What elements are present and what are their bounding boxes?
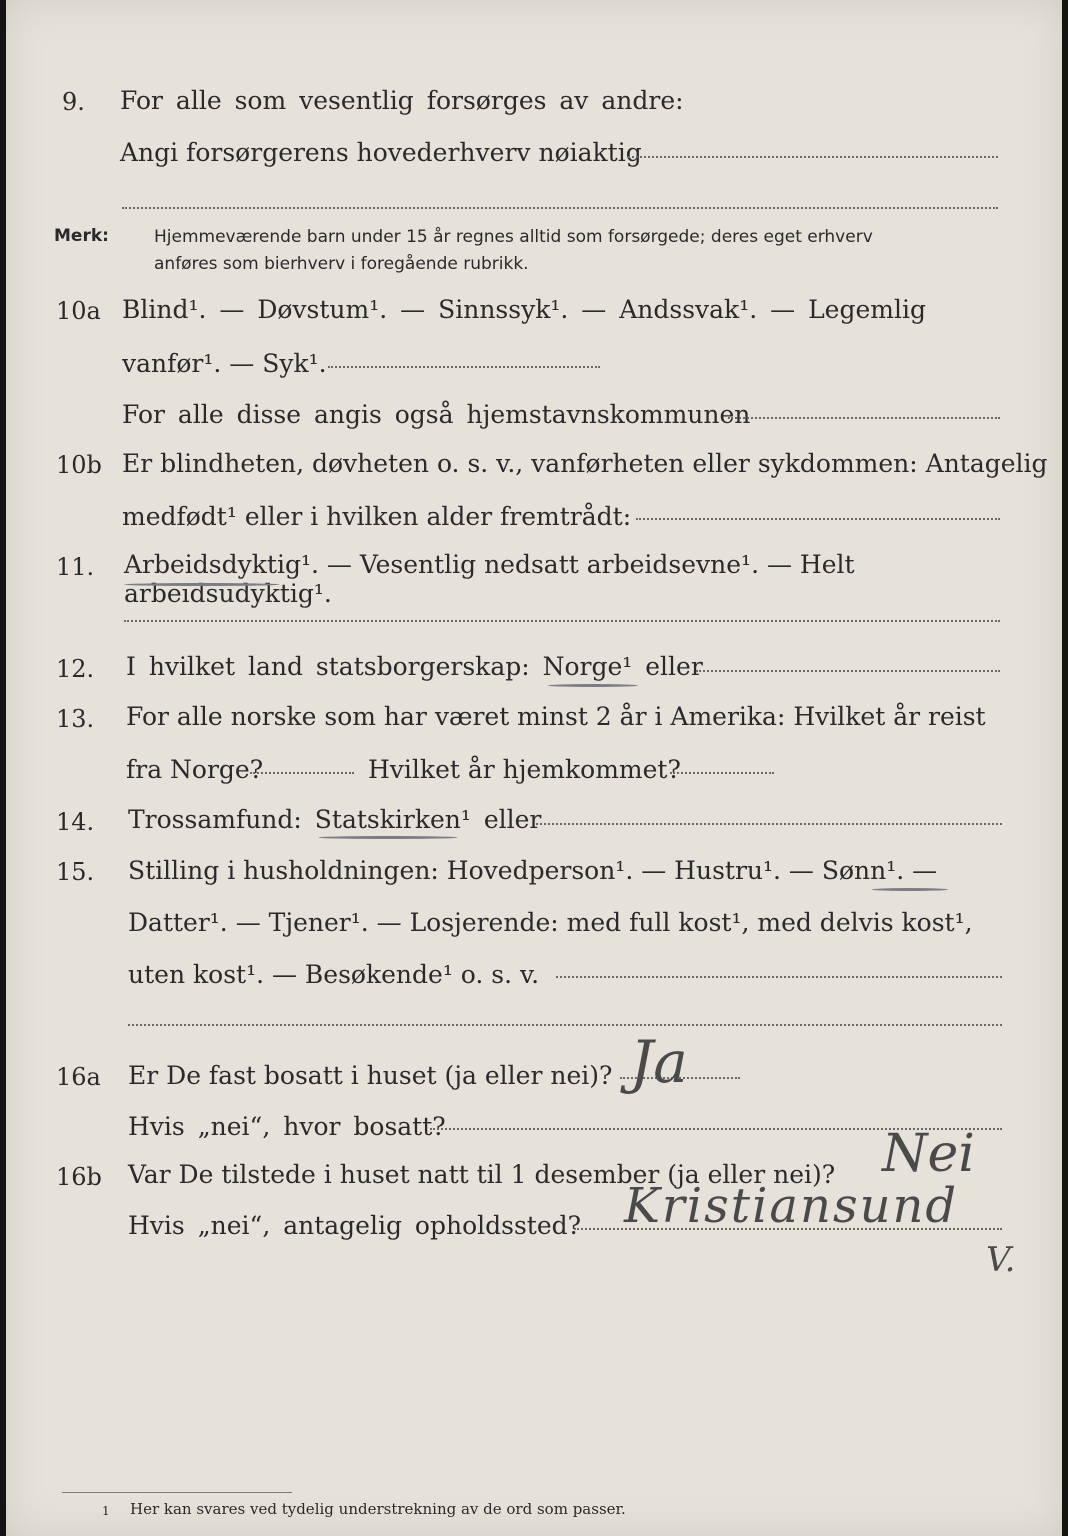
q13-question-line2a: fra Norge? <box>126 755 264 784</box>
q13-answer-left[interactable] <box>250 772 354 774</box>
q16b-handwritten-answer1: Nei <box>882 1124 975 1184</box>
q10b-answer-line[interactable] <box>636 518 1000 520</box>
q16a-number: 16a <box>56 1063 101 1091</box>
q11-number: 11. <box>56 553 95 581</box>
q14-number: 14. <box>56 808 95 836</box>
q10b-number: 10b <box>56 451 102 479</box>
merk-label: Merk: <box>54 226 109 246</box>
census-form-page <box>6 0 1062 1536</box>
merk-text-line2: anføres som bierhverv i foregående rubrikk. <box>154 254 529 274</box>
q12-handwritten-underline <box>548 684 638 687</box>
footnote-text: Her kan svares ved tydelig understrekning av de ord som passer. <box>130 1500 626 1518</box>
footnote-separator <box>62 1492 292 1493</box>
q10a-question-line2: vanfør¹. — Syk¹. <box>122 349 327 378</box>
q10a-question-line1: Blind¹. — Døvstum¹. — Sinnssyk¹. — Andssvak¹. — Legemlig <box>122 295 926 324</box>
q16a-question-line1: Er De fast bosatt i huset (ja eller nei)? <box>128 1061 613 1090</box>
q15-question-line3: uten kost¹. — Besøkende¹ o. s. v. <box>128 960 540 989</box>
q9-answer-line2[interactable] <box>122 207 998 209</box>
q15-answer-line2[interactable] <box>128 1024 1002 1026</box>
q9-question-line2: Angi forsørgerens hovederhverv nøiaktig <box>120 138 642 167</box>
q15-handwritten-underline <box>872 888 948 891</box>
q10b-question-line1: Er blindheten, døvheten o. s. v., vanførheten eller sykdommen: Antagelig <box>122 449 1048 478</box>
q13-answer-right[interactable] <box>670 772 774 774</box>
q13-number: 13. <box>56 705 95 733</box>
q9-number: 9. <box>62 88 85 116</box>
q11-handwritten-underline <box>124 583 280 586</box>
q13-question-line2b: Hvilket år hjemkommet? <box>368 755 681 784</box>
q10a-number: 10a <box>56 297 101 325</box>
q11-question-line1: Arbeidsdyktig¹. — Vesentlig nedsatt arbeidsevne¹. — Helt arbeidsudyktig¹. <box>124 550 855 608</box>
q15-number: 15. <box>56 858 95 886</box>
q16b-question-line2: Hvis „nei“, antagelig opholdssted? <box>128 1211 582 1240</box>
q16b-handwritten-mark: V. <box>986 1240 1016 1280</box>
q15-answer-line1[interactable] <box>556 976 1002 978</box>
q16b-handwritten-answer2: Kristiansund <box>624 1178 959 1234</box>
q14-handwritten-underline <box>318 836 458 839</box>
q12-answer-line[interactable] <box>696 670 1000 672</box>
merk-text-line1: Hjemmeværende barn under 15 år regnes alltid som forsørgede; deres eget erhverv <box>154 227 873 247</box>
q14-question-line1: Trossamfund: Statskirken¹ eller <box>128 805 542 834</box>
q12-question-line1: I hvilket land statsborgerskap: Norge¹ eller <box>126 652 703 681</box>
q16a-handwritten-answer: Ja <box>630 1028 688 1096</box>
q15-question-line1: Stilling i husholdningen: Hovedperson¹. — Hustru¹. — Sønn¹. — <box>128 856 938 885</box>
q16b-question-line1: Var De tilstede i huset natt til 1 desember (ja eller nei)? <box>128 1160 836 1189</box>
q11-answer-line[interactable] <box>124 620 1000 622</box>
footnote-mark: 1 <box>102 1504 110 1518</box>
q10a-answer-line2[interactable] <box>728 417 1000 419</box>
q10a-question-line3: For alle disse angis også hjemstavnskommunen <box>122 400 751 429</box>
q9-question-line1: For alle som vesentlig forsørges av andre: <box>120 86 684 115</box>
q12-number: 12. <box>56 655 95 683</box>
q16a-question-line2: Hvis „nei“, hvor bosatt? <box>128 1112 446 1141</box>
q10a-answer-line1[interactable] <box>328 366 600 368</box>
q15-question-line2: Datter¹. — Tjener¹. — Losjerende: med full kost¹, med delvis kost¹, <box>128 908 973 937</box>
q16b-number: 16b <box>56 1163 102 1191</box>
q13-question-line1: For alle norske som har været minst 2 år i Amerika: Hvilket år reist <box>126 702 986 731</box>
q9-answer-line1[interactable] <box>628 156 998 158</box>
q14-answer-line[interactable] <box>536 823 1002 825</box>
q10b-question-line2: medfødt¹ eller i hvilken alder fremtrådt: <box>122 502 632 531</box>
